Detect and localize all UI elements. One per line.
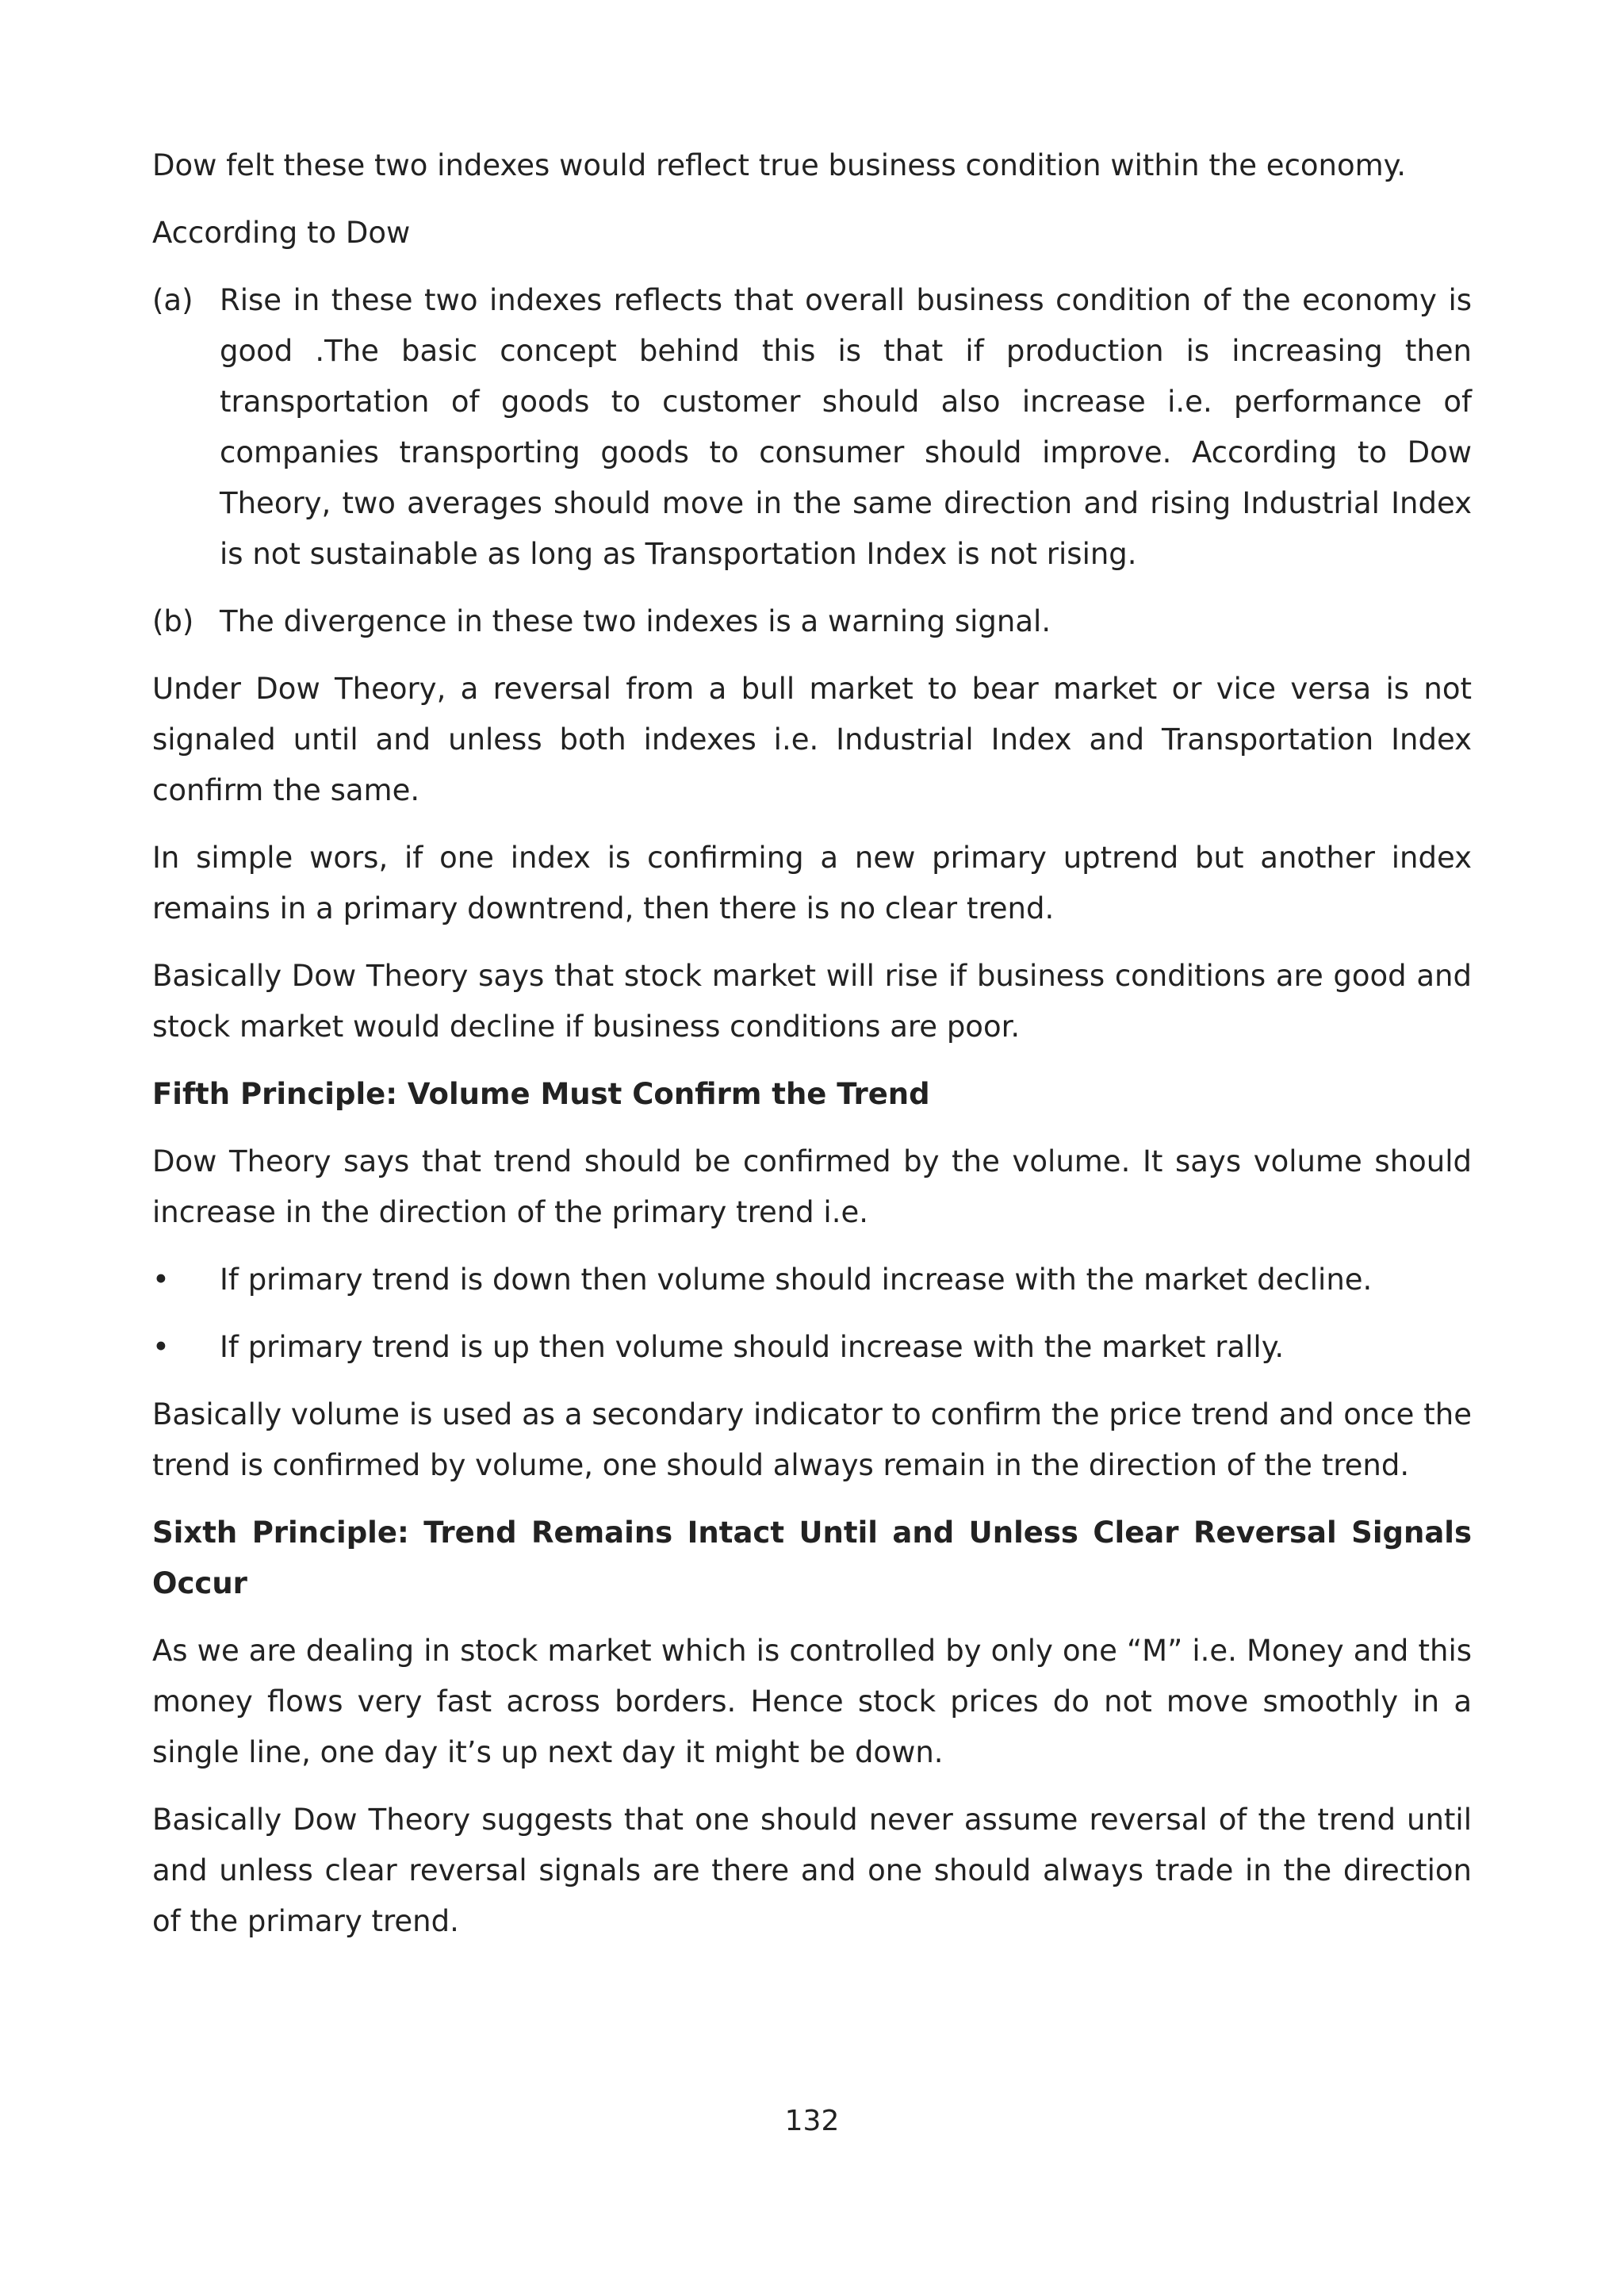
bullet-list-item (152, 1255, 1472, 1305)
page-body (152, 140, 1472, 1964)
paragraph-business-conditions: Basically Dow Theory says that stock market will rise if business conditions are good and stock market would decline if business conditions are poor. (152, 959, 1472, 1044)
paragraph-reversal-signal: Under Dow Theory, a reversal from a bull market to bear market or vice versa is not signaled until and unless both indexes i.e. Industrial Index and Transportation Index confirm the same. (152, 672, 1472, 807)
bullet-icon: • (152, 1263, 170, 1297)
bullet-item-text: If primary trend is up then volume should increase with the market rally. (220, 1330, 1285, 1364)
lettered-list-item-b (152, 596, 1472, 647)
list-item-text: The divergence in these two indexes is a warning signal. (220, 604, 1051, 638)
list-item-text: Rise in these two indexes reflects that overall business condition of the economy is good .The basic concept behind this is that if production is increasing then transportation of goods to customer should also increase i.e. performance of companies transporting goods to consumer should improve. According to Dow Theory, two averages should move in the same direction and rising Industrial Index is not sustainable as long as Transportation Index is not rising. (220, 283, 1472, 571)
paragraph-simple-words: In simple wors, if one index is confirming a new primary uptrend but another index remains in a primary downtrend, then there is no clear trend. (152, 841, 1472, 925)
list-marker: (b) (152, 604, 194, 638)
paragraph-volume-intro: Dow Theory says that trend should be confirmed by the volume. It says volume should increase in the direction of the primary trend i.e. (152, 1144, 1472, 1229)
heading-sixth-principle: Sixth Principle: Trend Remains Intact Until and Unless Clear Reversal Signals Occur (152, 1516, 1472, 1600)
lettered-list-item-a (152, 275, 1472, 580)
paragraph-volume-secondary: Basically volume is used as a secondary indicator to confirm the price trend and once the trend is confirmed by volume, one should always remain in the direction of the trend. (152, 1397, 1472, 1482)
page-number: 132 (784, 2105, 840, 2137)
bullet-item-text: If primary trend is down then volume should increase with the market decline. (220, 1263, 1373, 1297)
paragraph-money-flows: As we are dealing in stock market which is controlled by only one “M” i.e. Money and this money flows very fast across borders. Hence stock prices do not move smoothly in a single line, one day it’s up next day it might be down. (152, 1634, 1472, 1769)
heading-fifth-principle: Fifth Principle: Volume Must Confirm the Trend (152, 1077, 930, 1111)
paragraph-never-assume-reversal: Basically Dow Theory suggests that one should never assume reversal of the trend until and unless clear reversal signals are there and one should always trade in the direction of the primary trend. (152, 1803, 1472, 1938)
paragraph-dow-indexes: Dow felt these two indexes would reflect true business condition within the economy. (152, 148, 1407, 182)
list-marker: (a) (152, 283, 193, 317)
bullet-icon: • (152, 1330, 170, 1364)
paragraph-according-to-dow: According to Dow (152, 216, 411, 250)
bullet-list-item (152, 1322, 1472, 1373)
